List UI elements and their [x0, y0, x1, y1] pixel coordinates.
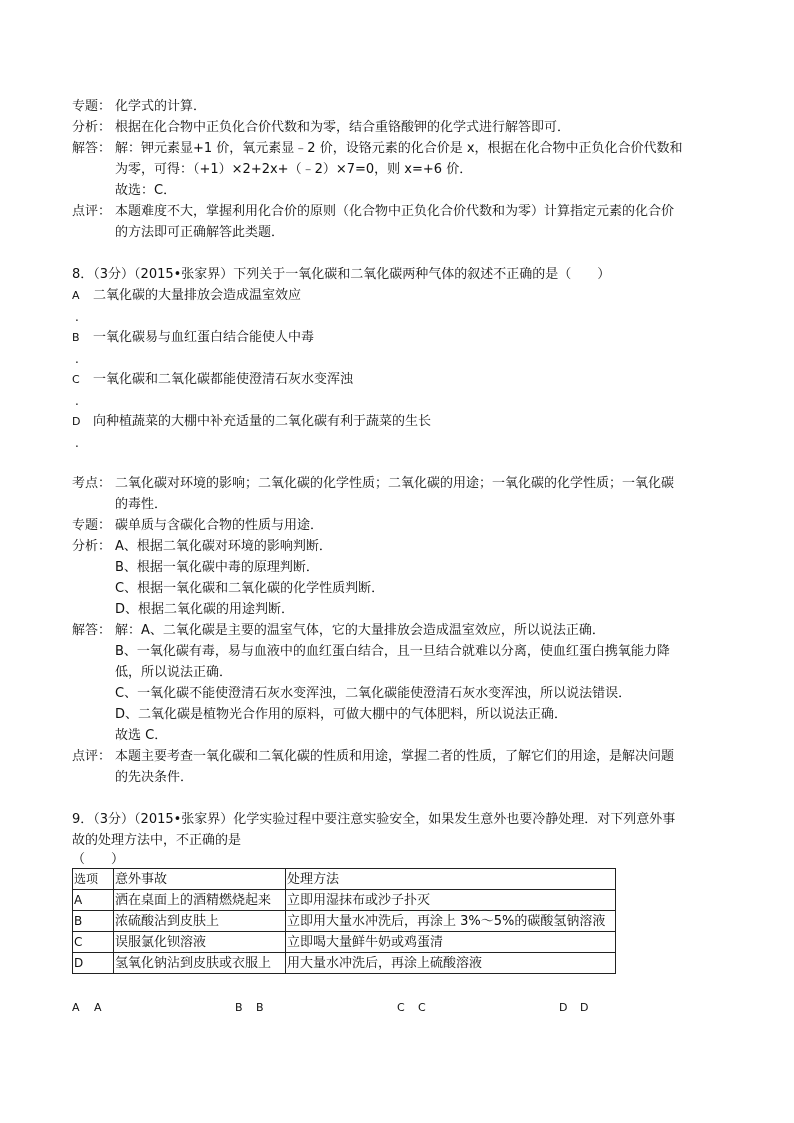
q8-kaodian-line: 的毒性．: [115, 497, 168, 512]
prev-fenxi: 根据在化合物中正负化合价代数和为零，结合重铬酸钾的化学式进行解答即可．: [115, 120, 571, 135]
table-header-row: [73, 869, 616, 890]
q8-option-d-dot: .: [75, 436, 79, 450]
q8-option-c-letter: C: [72, 373, 80, 386]
table-row: [73, 890, 616, 911]
q8-option-b-letter: B: [72, 331, 80, 344]
table-cell: 浓硫酸沾到皮肤上: [114, 911, 286, 932]
q8-dianping-label: 点评：: [72, 749, 112, 764]
prev-jieda-line: 故选：C．: [115, 183, 177, 198]
table-row: [73, 953, 616, 974]
q9-stem-blank: （ ）: [72, 852, 125, 867]
q8-jieda-line: B、一氧化碳有毒，易与血液中的血红蛋白结合，且一旦结合就难以分离，使血红蛋白携氧能力降: [115, 644, 670, 659]
q9-stem-line: 9．（3分）（2015•张家界）化学实验过程中要注意实验安全，如果发生意外也要冷静处理．对下列意外事: [72, 812, 676, 827]
table-cell: 洒在桌面上的酒精燃烧起来: [114, 890, 286, 911]
q8-option-d-letter: D: [72, 415, 81, 428]
q8-fenxi-line: A、根据二氧化碳对环境的影响判断．: [115, 539, 332, 554]
q9-table: [72, 868, 616, 974]
q8-fenxi-line: C、根据一氧化碳和二氧化碳的化学性质判断．: [115, 581, 385, 596]
prev-jieda-label: 解答：: [72, 141, 112, 156]
prev-zhuanti-label: 专题：: [72, 99, 112, 114]
q8-dianping-line: 本题主要考查一氧化碳和二氧化碳的性质和用途，掌握二者的性质，了解它们的用途，是解决问题: [115, 749, 675, 764]
q9-answer-b: B: [256, 1001, 264, 1014]
q9-answer-a-letter: A: [72, 1001, 80, 1014]
prev-zhuanti: 化学式的计算．: [115, 99, 207, 114]
q8-option-b-dot: .: [75, 352, 79, 366]
q8-option-a-letter: A: [72, 289, 80, 302]
q9-answer-c: C: [418, 1001, 426, 1014]
q8-kaodian-line: 二氧化碳对环境的影响；二氧化碳的化学性质；二氧化碳的用途；一氧化碳的化学性质；一氧化碳: [115, 476, 675, 491]
q8-fenxi-line: B、根据一氧化碳中毒的原理判断．: [115, 560, 319, 575]
prev-dianping-line: 本题难度不大，掌握利用化合价的原则（化合物中正负化合价代数和为零）计算指定元素的化合价: [115, 204, 675, 219]
q9-stem-line: 故的处理方法中，不正确的是: [72, 833, 242, 848]
q9-answer-a: A: [94, 1001, 102, 1014]
q8-option-c: 一氧化碳和二氧化碳都能使澄清石灰水变浑浊: [93, 372, 354, 387]
prev-dianping-label: 点评：: [72, 204, 112, 219]
table-cell: D: [73, 953, 114, 974]
table-cell: C: [73, 932, 114, 953]
table-cell: 立即用湿抹布或沙子扑灭: [286, 890, 616, 911]
table-cell: A: [73, 890, 114, 911]
q8-jieda-label: 解答：: [72, 623, 112, 638]
table-cell: 立即喝大量鲜牛奶或鸡蛋清: [286, 932, 616, 953]
q8-zhuanti-label: 专题：: [72, 518, 112, 533]
prev-jieda-line: 为零，可得：（+1）×2+2x+（﹣2）×7=0，则 x=+6 价．: [115, 162, 473, 177]
table-row: [73, 911, 616, 932]
table-cell: 立即用大量水冲洗后，再涂上 3%～5%的碳酸氢钠溶液: [286, 911, 616, 932]
table-cell: 用大量水冲洗后，再涂上硫酸溶液: [286, 953, 616, 974]
q8-option-c-dot: .: [75, 394, 79, 408]
q8-option-a-dot: .: [75, 310, 79, 324]
q8-option-b: 一氧化碳易与血红蛋白结合能使人中毒: [93, 330, 315, 345]
q8-jieda-line: C、一氧化碳不能使澄清石灰水变浑浊，二氧化碳能使澄清石灰水变浑浊，所以说法错误．: [115, 686, 632, 701]
q9-answer-b-letter: B: [235, 1001, 243, 1014]
q8-jieda-line: 低，所以说法正确．: [115, 665, 233, 680]
q9-answer-d-letter: D: [559, 1001, 568, 1014]
q8-fenxi-label: 分析：: [72, 539, 112, 554]
prev-jieda-line: 解：钾元素显+1 价，氧元素显﹣2 价，设铬元素的化合价是 x，根据在化合物中正负化合价代数和: [115, 141, 683, 156]
prev-dianping-line: 的方法即可正确解答此类题．: [115, 225, 285, 240]
table-header-cell: 意外事故: [114, 869, 286, 890]
q8-jieda-line: 故选 C．: [115, 728, 168, 743]
table-cell: 误服氯化钡溶液: [114, 932, 286, 953]
table-header-cell: 选项: [73, 869, 114, 890]
q8-stem: 8．（3分）（2015•张家界）下列关于一氧化碳和二氧化碳两种气体的叙述不正确的是（ ）: [72, 267, 611, 282]
table-cell: 氢氧化钠沾到皮肤或衣服上: [114, 953, 286, 974]
q8-kaodian-label: 考点：: [72, 476, 112, 491]
q8-jieda-line: D、二氧化碳是植物光合作用的原料，可做大棚中的气体肥料，所以说法正确．: [115, 707, 568, 722]
q8-option-d: 向种植蔬菜的大棚中补充适量的二氧化碳有利于蔬菜的生长: [93, 414, 432, 429]
table-row: [73, 932, 616, 953]
q8-fenxi-line: D、根据二氧化碳的用途判断．: [115, 602, 295, 617]
prev-fenxi-label: 分析：: [72, 120, 112, 135]
q9-answer-c-letter: C: [397, 1001, 405, 1014]
q9-answer-d: D: [580, 1001, 589, 1014]
table-cell: B: [73, 911, 114, 932]
table-header-cell: 处理方法: [286, 869, 616, 890]
q8-dianping-line: 的先决条件．: [115, 770, 194, 785]
q8-zhuanti: 碳单质与含碳化合物的性质与用途．: [115, 518, 324, 533]
q8-jieda-line: 解：A、二氧化碳是主要的温室气体，它的大量排放会造成温室效应，所以说法正确．: [115, 623, 605, 638]
q8-option-a: 二氧化碳的大量排放会造成温室效应: [93, 288, 302, 303]
